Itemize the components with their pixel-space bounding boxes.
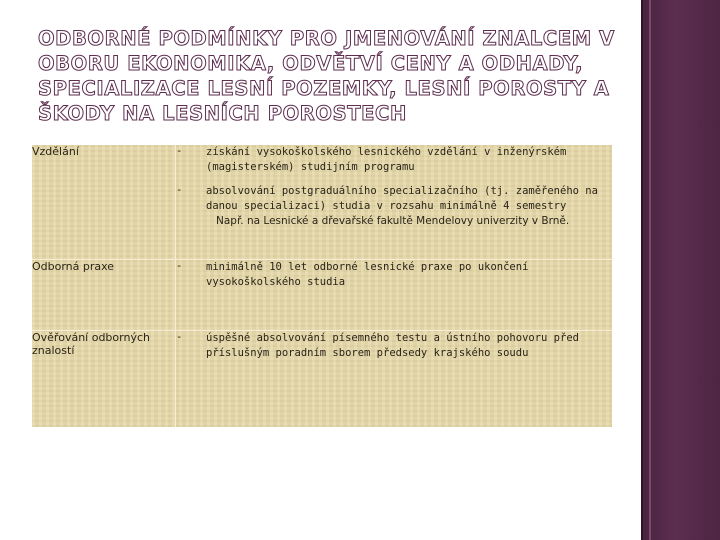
table-row: [32, 145, 612, 184]
row-label-practice: Odborná praxe: [32, 260, 176, 331]
decorative-sidebar: [641, 0, 720, 540]
bullet-dash: -: [176, 331, 207, 428]
requirements-table: [32, 145, 612, 427]
requirement-text: absolvování postgraduálního specializačního (tj. zaměřeného na danou specializaci) studia v rozsahu minimálně 4 semestry: [206, 185, 598, 212]
requirement-text: minimálně 10 let odborné lesnické praxe po ukončení vysokoškolského studia: [206, 260, 612, 331]
table-row: [32, 331, 612, 428]
slide-title: ODBORNÉ PODMÍNKY PRO JMENOVÁNÍ ZNALCEM V OBORU EKONOMIKA, ODVĚTVÍ CENY A ODHADY, SPECIALIZACE LESNÍ POZEMKY, LESNÍ POROSTY A ŠKODY NA LESNÍCH POROSTECH: [38, 27, 615, 125]
table-row: [32, 260, 612, 331]
bullet-dash: -: [176, 184, 207, 260]
row-label-education: Vzdělání: [32, 145, 79, 158]
requirement-cell: [206, 184, 612, 260]
row-label-verification: Ověřování odborných znalostí: [32, 331, 176, 428]
requirement-text: úspěšné absolvování písemného testu a ústního pohovoru před příslušným poradním sborem předsedy krajského soudu: [206, 331, 612, 428]
bullet-dash: -: [176, 145, 207, 184]
bullet-dash: -: [176, 260, 207, 331]
requirement-note: Např. na Lesnické a dřevařské fakultě Mendelovy univerzity v Brně.: [216, 215, 570, 227]
requirement-text: získání vysokoškolského lesnického vzdělání v inženýrském (magisterském) studijním programu: [206, 146, 567, 173]
